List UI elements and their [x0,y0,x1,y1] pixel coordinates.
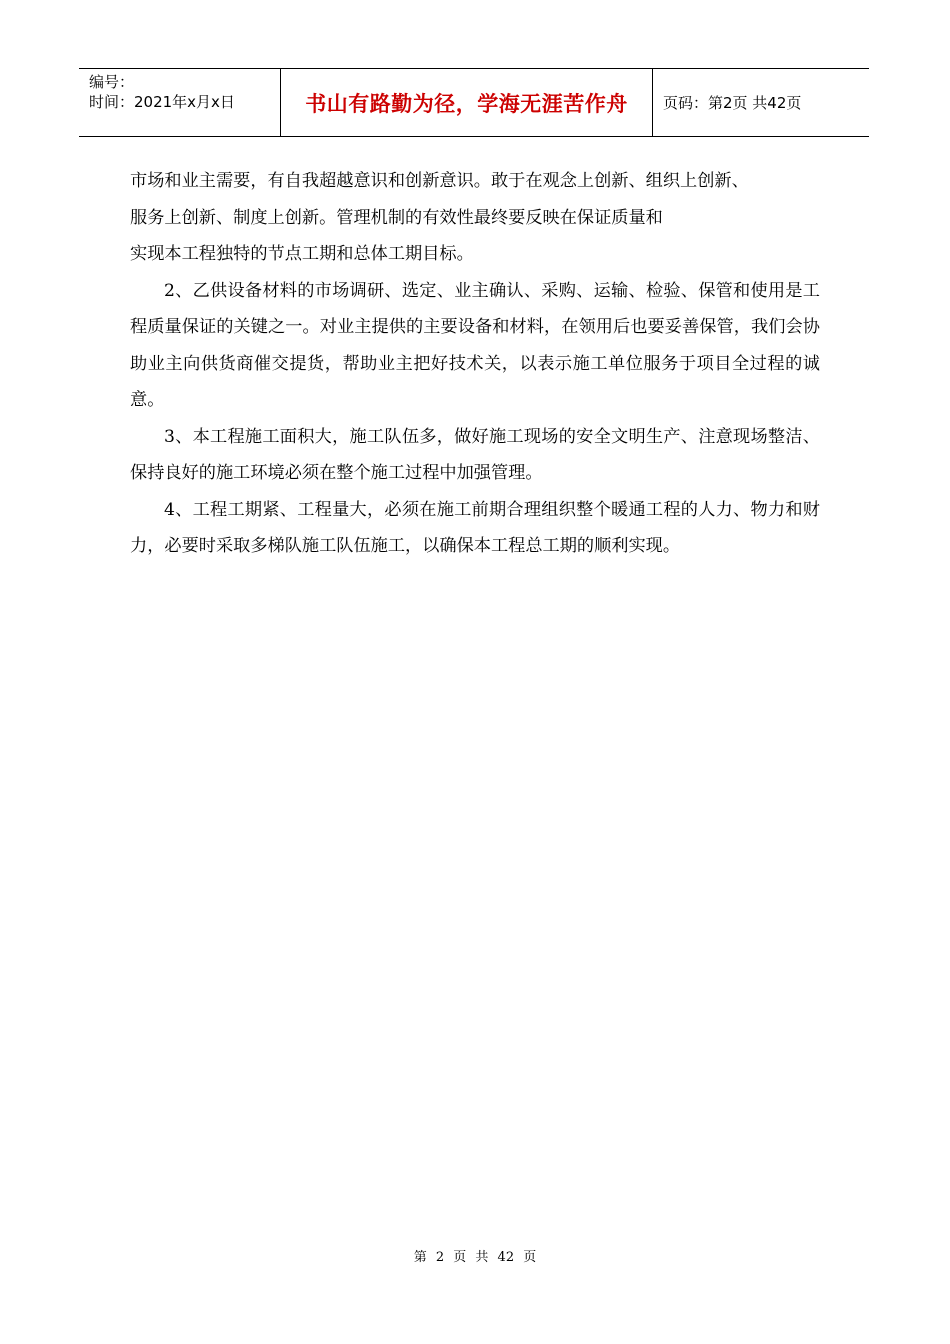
body-paragraph: 4、工程工期紧、工程量大，必须在施工前期合理组织整个暖通工程的人力、物力和财力，必要时采取多梯队施工队伍施工，以确保本工程总工期的顺利实现。 [130,499,820,556]
header-page-info: 页码：第2页 共42页 [663,94,802,112]
body-paragraph: 3、本工程施工面积大，施工队伍多，做好施工现场的安全文明生产、注意现场整洁、保持良好的施工环境必须在整个施工过程中加强管理。 [130,426,820,483]
header-motto: 书山有路勤为径，学海无涯苦作舟 [281,69,653,136]
document-date-label: 时间：2021年x月x日 [89,93,235,111]
page-footer: 第 2 页 共 42 页 [413,1250,537,1265]
body-line: 服务上创新、制度上创新。管理机制的有效性最终要反映在保证质量和 [130,207,663,228]
body-paragraph: 2、乙供设备材料的市场调研、选定、业主确认、采购、运输、检验、保管和使用是工程质量保证的关键之一。对业主提供的主要设备和材料，在领用后也要妥善保管，我们会协助业主向供货商催交提货，帮助业主把好技术关，以表示施工单位服务于项目全过程的诚意。 [130,280,820,410]
page-header-table [79,68,869,137]
document-number-label: 编号： [89,73,135,91]
header-meta-cell [79,69,281,136]
document-body [130,163,820,565]
body-line: 市场和业主需要，有自我超越意识和创新意识。敢于在观念上创新、组织上创新、 [130,171,749,191]
body-line: 实现本工程独特的节点工期和总体工期目标。 [130,244,474,264]
